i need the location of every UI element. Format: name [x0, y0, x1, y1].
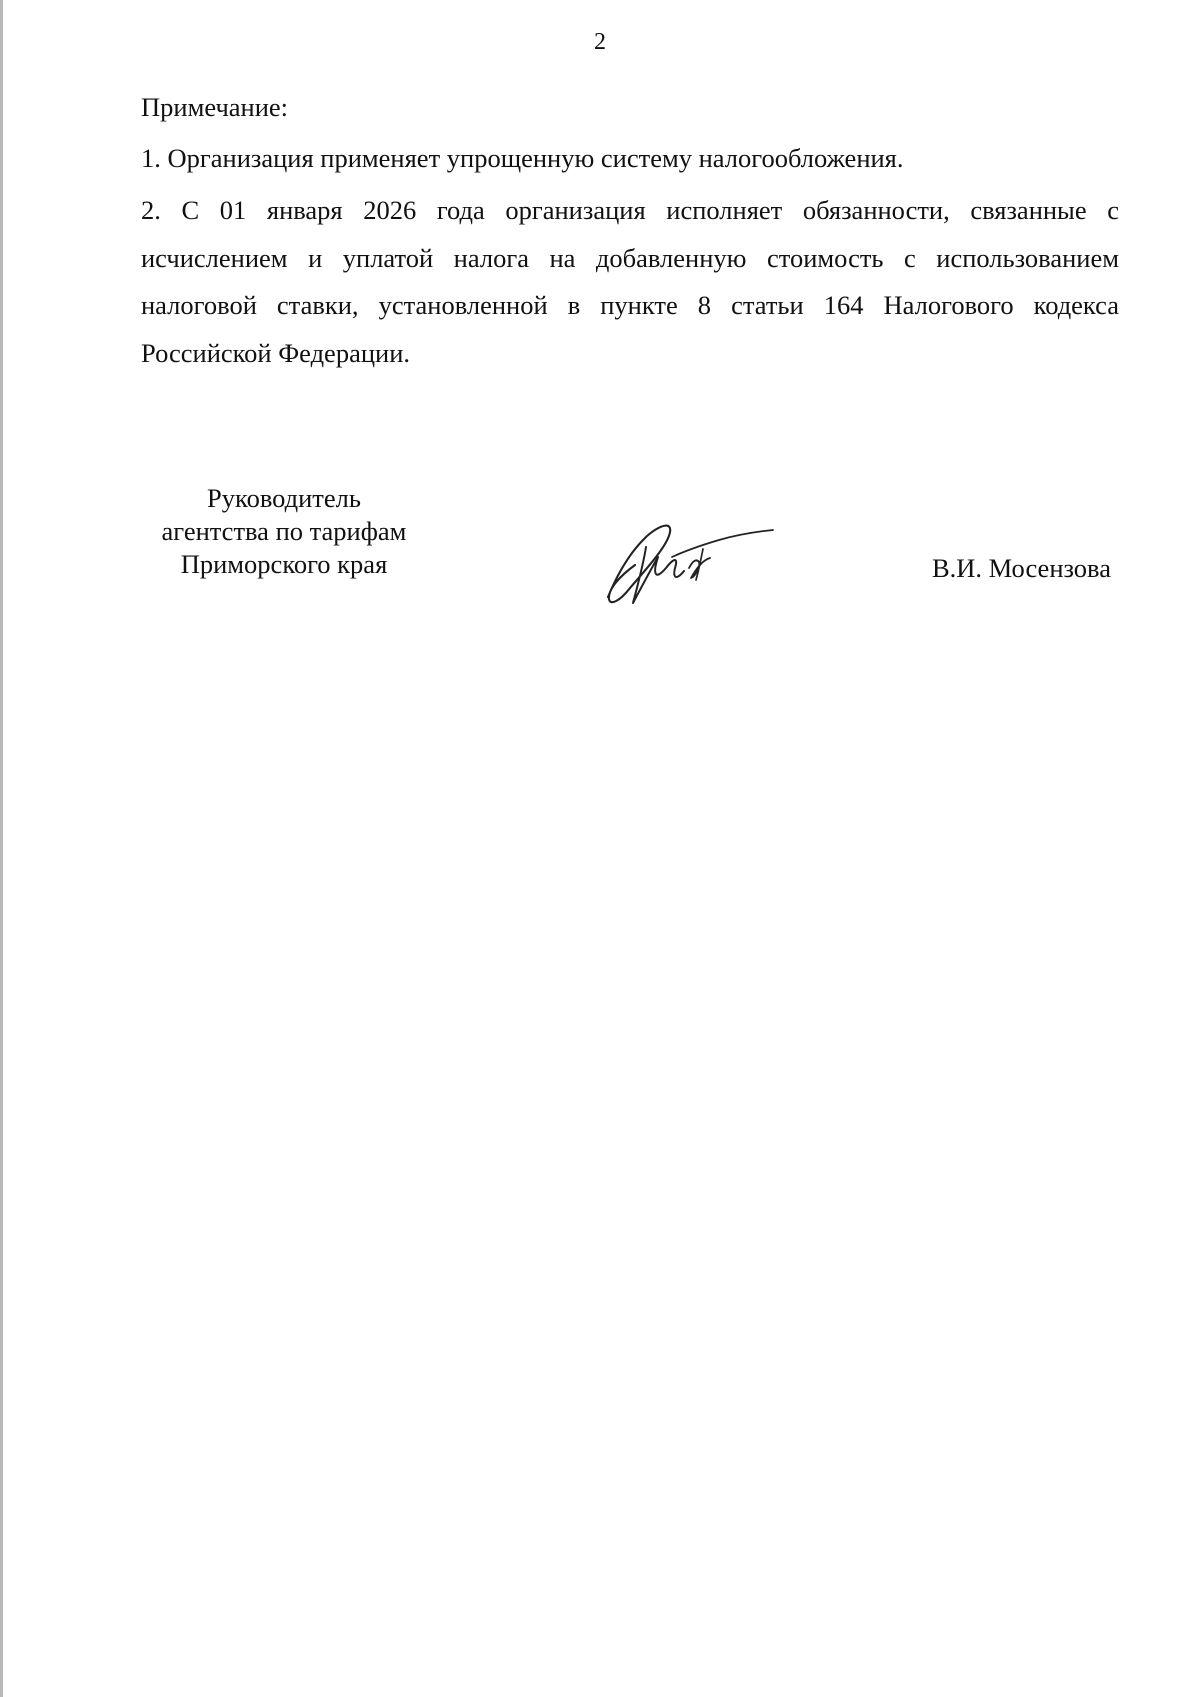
handwritten-signature: [600, 510, 780, 610]
signer-position-line-1: Руководитель: [207, 483, 361, 513]
signer-position: [134, 482, 434, 581]
note-item-1: 1. Организация применяет упрощенную систему налогообложения.: [141, 143, 904, 173]
signer-name: В.И. Мосензова: [931, 553, 1111, 583]
signer-position-line-2: агентства по тарифам: [161, 516, 407, 546]
signer-position-line-3: Приморского края: [180, 549, 388, 579]
note-item-2: 2. С 01 января 2026 года организация исполняет обязанности, связанные с исчислением и уплатой налога на добавленную стоимость с использованием налоговой ставки, установленной в пункте 8 статьи 164 Налогового кодекса Российской Федерации.: [141, 195, 1119, 368]
page-number: 2: [594, 29, 606, 55]
notes-heading: Примечание:: [141, 92, 289, 122]
signature-block: [0, 0, 1200, 700]
